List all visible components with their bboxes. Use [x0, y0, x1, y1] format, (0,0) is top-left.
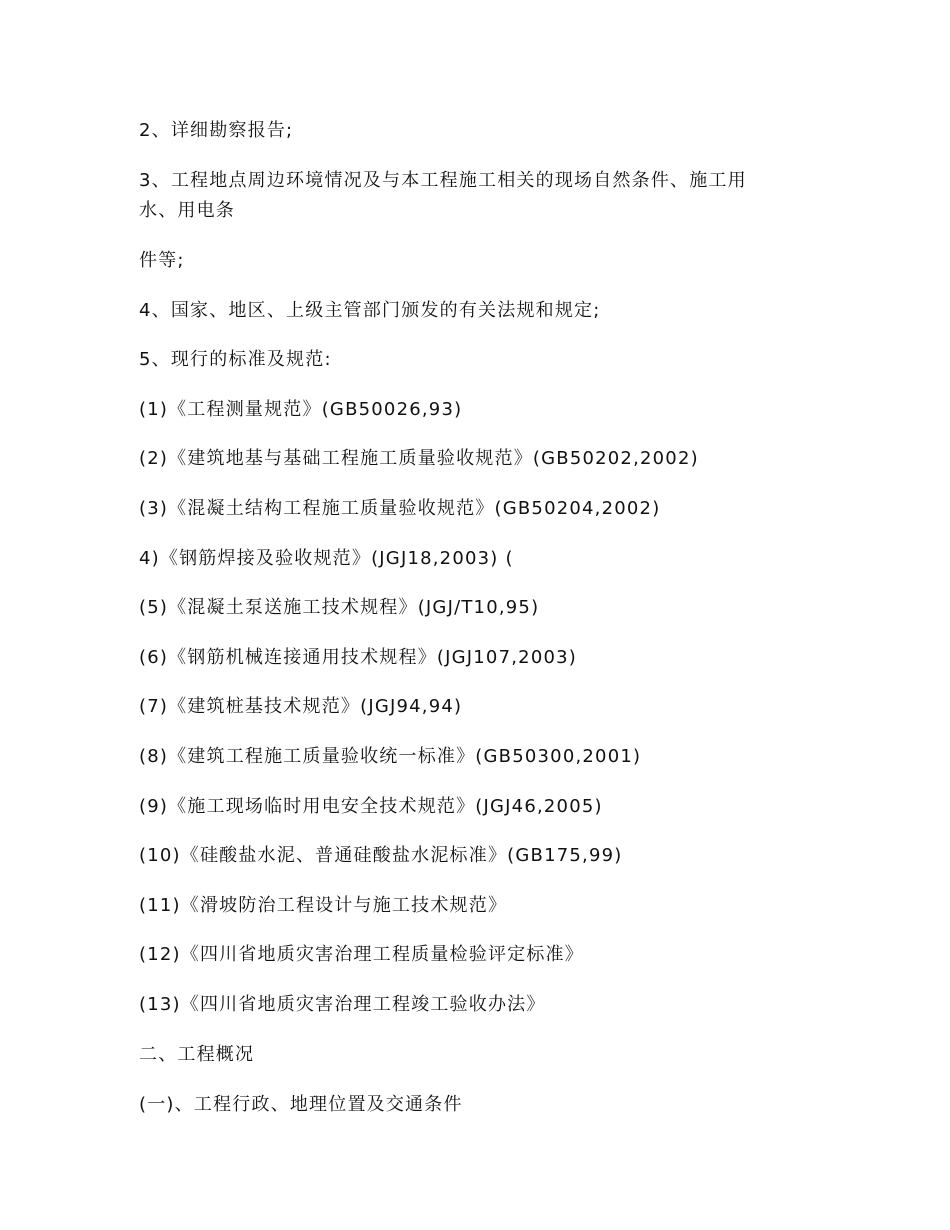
text-line: (3)《混凝土结构工程施工质量验收规范》(GB50204,2002) — [139, 498, 661, 519]
text-line: 3、工程地点周边环境情况及与本工程施工相关的现场自然条件、施工用 — [139, 170, 747, 191]
text-line: (2)《建筑地基与基础工程施工质量验收规范》(GB50202,2002) — [139, 448, 699, 469]
text-line: 水、用电条 — [139, 200, 235, 221]
text-line: (5)《混凝土泵送施工技术规程》(JGJ/T10,95) — [139, 597, 540, 618]
text-line: 件等; — [139, 250, 185, 271]
text-line: 2、详细勘察报告; — [139, 120, 294, 141]
text-line: 4)《钢筋焊接及验收规范》(JGJ18,2003) ( — [139, 548, 514, 569]
text-line: (9)《施工现场临时用电安全技术规范》(JGJ46,2005) — [139, 796, 603, 817]
section-heading: 二、工程概况 — [139, 1044, 255, 1065]
text-line: 4、国家、地区、上级主管部门颁发的有关法规和规定; — [139, 300, 601, 321]
text-line: (11)《滑坡防治工程设计与施工技术规范》 — [139, 895, 508, 916]
text-line: (1)《工程测量规范》(GB50026,93) — [139, 399, 463, 420]
text-line: (13)《四川省地质灾害治理工程竣工验收办法》 — [139, 994, 546, 1015]
text-line: (10)《硅酸盐水泥、普通硅酸盐水泥标准》(GB175,99) — [139, 845, 623, 866]
text-line: (8)《建筑工程施工质量验收统一标准》(GB50300,2001) — [139, 746, 642, 767]
text-line: (6)《钢筋机械连接通用技术规程》(JGJ107,2003) — [139, 647, 577, 668]
text-line: (12)《四川省地质灾害治理工程质量检验评定标准》 — [139, 944, 584, 965]
text-line: (7)《建筑桩基技术规范》(JGJ94,94) — [139, 696, 463, 717]
text-line: 5、现行的标准及规范: — [139, 349, 332, 370]
subsection-heading: (一)、工程行政、地理位置及交通条件 — [139, 1094, 463, 1115]
